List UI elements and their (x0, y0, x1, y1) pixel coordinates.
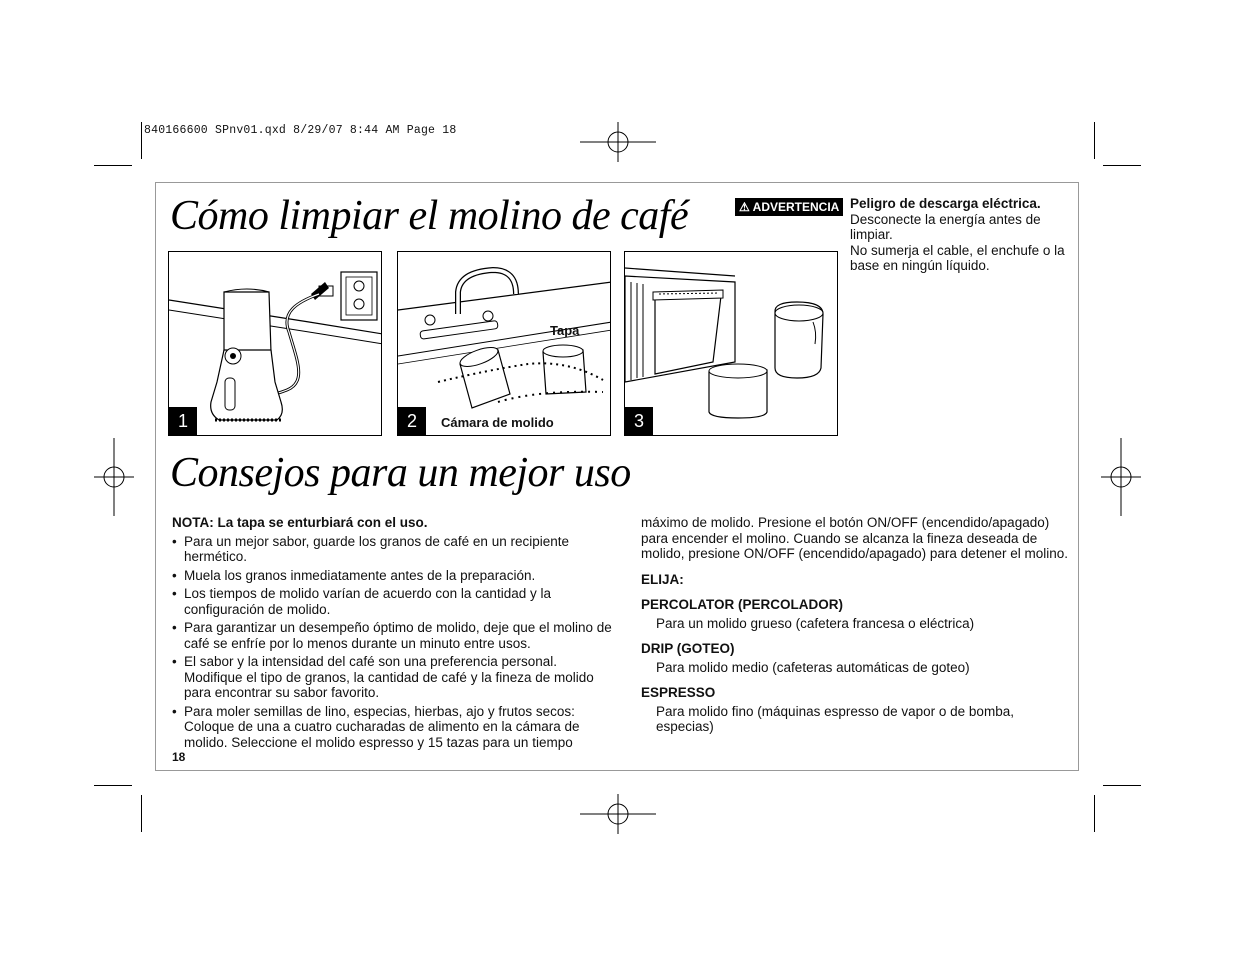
option-name: DRIP (GOTEO) (641, 641, 735, 656)
illustration-panel-1 (168, 251, 382, 436)
tips-note: NOTA: La tapa se enturbiará con el uso. (172, 515, 428, 530)
warning-text (850, 196, 1070, 274)
illustration-panel-3 (624, 251, 838, 436)
label-camara-de-molido: Cámara de molido (441, 415, 554, 430)
file-slug: 840166600 SPnv01.qxd 8/29/07 8:44 AM Page 18 (144, 124, 457, 137)
crop-mark (141, 122, 142, 159)
registration-mark-bottom (580, 794, 656, 834)
warning-line-2: No sumerja el cable, el enchufe o la base en ningún líquido. (850, 242, 1065, 273)
step-number-1: 1 (169, 407, 197, 435)
registration-mark-top (580, 122, 656, 162)
tip-item: • Para moler semillas de lino, especias, hierbas, ajo y frutos secos: Coloque de una a cuatro cucharadas de alimento en la cámara de molido. Seleccione el molido espresso y 15 tazas para un tiempo (172, 704, 612, 751)
tip-item: • El sabor y la intensidad del café son una preferencia personal. Modifique el tipo de granos, la cantidad de café y la fineza de molido para encontrar su sabor favorito. (172, 654, 612, 701)
option-name: PERCOLATOR (PERCOLADOR) (641, 597, 843, 612)
tip-item: • Para garantizar un desempeño óptimo de molido, deje que el molino de café se enfríe por lo menos durante un minuto entre usos. (172, 620, 612, 651)
step-number-3: 3 (625, 407, 653, 435)
option-name: ESPRESSO (641, 685, 716, 700)
crop-mark (1094, 122, 1095, 159)
warning-heading: Peligro de descarga eléctrica. (850, 196, 1041, 211)
warning-icon: ⚠ (739, 200, 750, 214)
tip-continuation: máximo de molido. Presione el botón ON/OFF (encendido/apagado) para encender el molino. Cuando se alcanza la fineza deseada de molido, presione ON/OFF (encendido/apagado) para detener el molino. (641, 515, 1068, 561)
registration-mark-right (1101, 438, 1141, 516)
crop-mark (94, 785, 132, 786)
crop-mark (94, 165, 132, 166)
registration-mark-left (94, 438, 134, 516)
warning-badge-label: ADVERTENCIA (752, 200, 840, 214)
tip-item: • Muela los granos inmediatamente antes de la preparación. (172, 568, 612, 584)
illustration-panel-2 (397, 251, 611, 436)
section-title-cleaning: Cómo limpiar el molino de café (170, 193, 689, 239)
section-title-tips: Consejos para un mejor uso (170, 450, 631, 496)
warning-badge (735, 198, 843, 216)
option-description: Para molido medio (cafeteras automáticas de goteo) (656, 659, 970, 675)
crop-mark (141, 795, 142, 832)
step-number-2: 2 (398, 407, 426, 435)
washing-illustration (398, 252, 611, 436)
crop-mark (1103, 165, 1141, 166)
unplug-illustration (169, 252, 382, 436)
option-description: Para un molido grueso (cafetera francesa o eléctrica) (656, 615, 975, 631)
option-description: Para molido fino (máquinas espresso de vapor o de bomba, especias) (656, 703, 1014, 734)
choose-heading: ELIJA: (641, 571, 684, 587)
label-tapa: Tapa (550, 323, 580, 338)
crop-mark (1094, 795, 1095, 832)
tip-item: • Para un mejor sabor, guarde los granos de café en un recipiente hermético. (172, 534, 612, 565)
crop-mark (1103, 785, 1141, 786)
tips-column-left (172, 515, 612, 753)
warning-line-1: Desconecte la energía antes de limpiar. (850, 211, 1041, 242)
tip-item: • Los tiempos de molido varían de acuerdo con la cantidad y la configuración de molido. (172, 586, 612, 617)
tips-column-right (641, 515, 1071, 735)
dishwasher-illustration (625, 252, 838, 436)
page-number: 18 (172, 750, 186, 764)
